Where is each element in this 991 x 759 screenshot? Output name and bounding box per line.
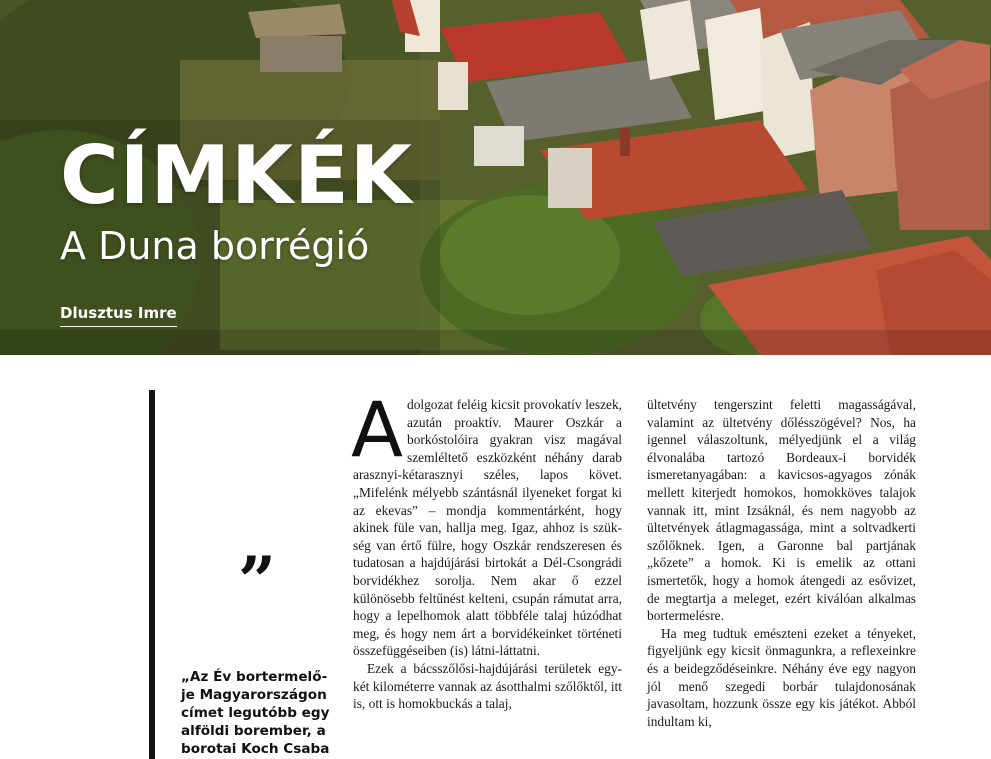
page-subtitle: A Duna borrégió xyxy=(60,224,370,268)
page-title: CÍMKÉK xyxy=(60,129,413,222)
article-column-1 xyxy=(351,385,622,713)
hero-photo xyxy=(0,0,991,355)
pull-quote-bar xyxy=(149,390,155,759)
paragraph xyxy=(351,385,622,660)
author-byline: Dlusztus Imre xyxy=(60,304,177,327)
paragraph: Ezek a bácsszőlősi-hajdújárási területek egy-két kilométerre vannak az ásotthalmi szőlőktől, itt is, ott is homokbuckás a talaj, xyxy=(353,660,622,712)
drop-cap: A xyxy=(351,385,403,474)
pull-quote-text: „Az Év bortermelője Magyarországon címet legutóbb egy alföldi borember, a borotai Koch Csaba xyxy=(181,669,330,757)
paragraph: Ha meg tudtuk emészteni ezeket a tényeket, figyeljünk egy kicsit önmagunkra, a reflexeinkre és a beidegződéseinkre. Néhány éve egy nagyon jól menő szegedi borbár tulajdonosának javasoltam, hozzunk össze egy kis játékot. Abból indultam ki, xyxy=(647,625,916,729)
paragraph-text: dolgozat feléig kicsit provokatív leszek, azután proaktív. Maurer Oszkár a borkóstolóira gyakran visz magával szemléltető eszközként néhány darab arasznyi-kétarasznyi széles, lapos követ. „Mifelénk mélyebb szántásnál ilyeneket forgat ki az ekevas” – mondja kommentárként, hogy akinek füle van, hallja meg. Igaz, ahhoz is szükség van értő fülre, hogy Oszkár rendszeresen és tudatosan a hajdújárási birtokát a Dél-Csongrádi borvidékhez sorolja. Nem akar ő ezzel különösebb feltűnést kelteni, csupán rámutat arra, hogy a lepelhomok alatt többféle talaj húzódhat meg, és hogy nem árt a borvidékeinket történeti összefüggéseiben (is) látni-láttatni. xyxy=(353,397,622,659)
article-column-2 xyxy=(647,396,916,730)
paragraph: ültetvény tengerszint feletti magasságával, valamint az ültetvény dőlésszögével? Nos, ha igennel válaszoltunk, mélyedjünk el a világ élvonalába tartozó Bordeaux-i borvidék ismeretanyagában: a kavicsos-agyagos zónák mellett kiterjedt homokos, homokköves talajok vannak itt, mint Izsáknál, és nem nagyobb az ültetvények átlagmagassága, mint a soltvadkerti szőlőknek. Igen, a Garonne bal partjának „kőzete” a homok. Ki is emelik az ottani ismertetők, hogy a homok átengedi az esővizet, de megtartja a meleget, ezért kiválóan alkalmas bortermelésre. xyxy=(647,397,916,624)
quote-mark-icon: ” xyxy=(238,542,276,620)
